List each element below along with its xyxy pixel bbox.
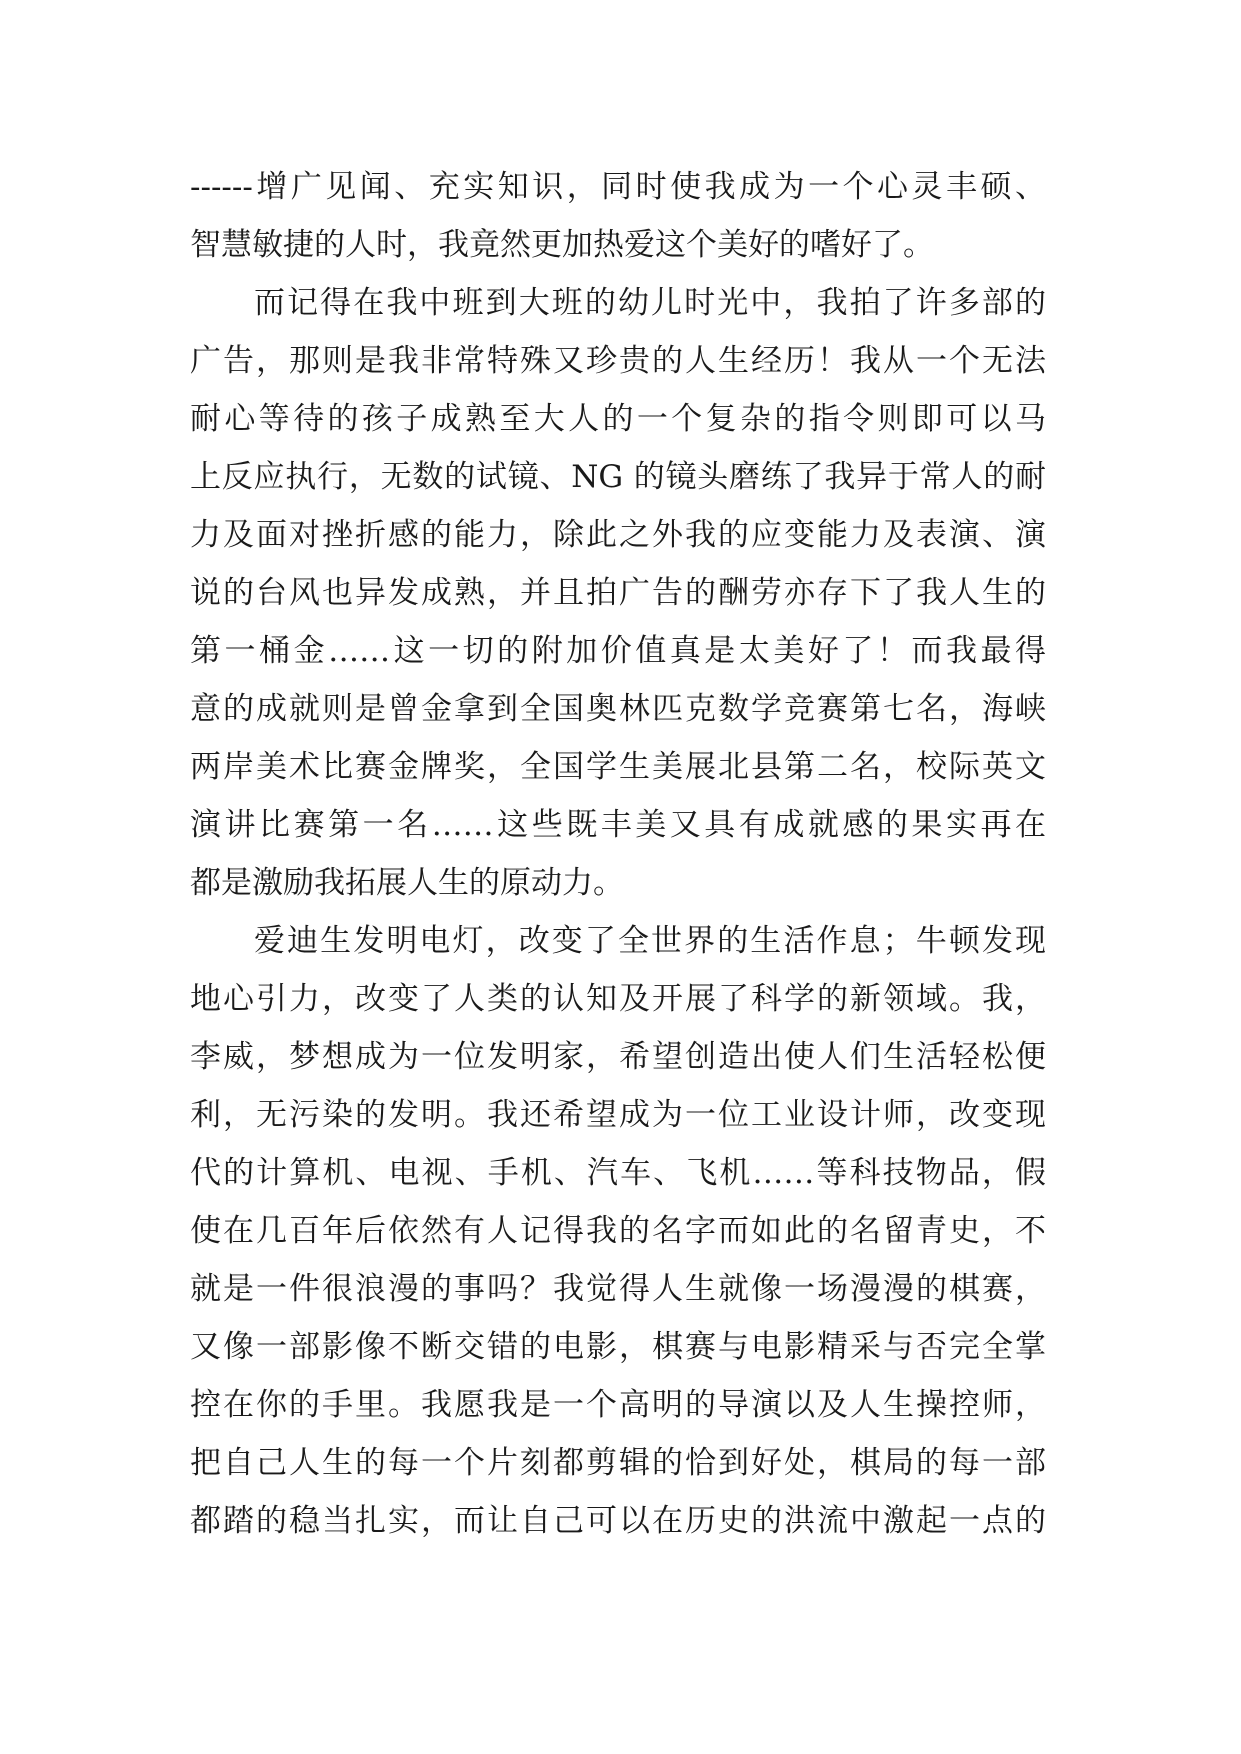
text-line: 代的计算机、电视、手机、汽车、飞机……等科技物品，假 (190, 1155, 1046, 1191)
paragraph-first-line: 而记得在我中班到大班的幼儿时光中，我拍了许多部的 (254, 285, 1046, 321)
text-line: 利，无污染的发明。我还希望成为一位工业设计师，改变现 (190, 1097, 1046, 1133)
text-line: 都是激励我拓展人生的原动力。 (190, 865, 624, 901)
text-line: 又像一部影像不断交错的电影，棋赛与电影精采与否完全掌 (190, 1329, 1046, 1365)
essay-body (190, 158, 1090, 1550)
text-line: 都踏的稳当扎实，而让自己可以在历史的洪流中激起一点的 (190, 1503, 1046, 1539)
text-line: 地心引力，改变了人类的认知及开展了科学的新领域。我， (190, 981, 1046, 1017)
text-line: 说的台风也异发成熟，并且拍广告的酬劳亦存下了我人生的 (190, 575, 1046, 611)
text-line: 耐心等待的孩子成熟至大人的一个复杂的指令则即可以马 (190, 401, 1046, 437)
text-line: ------增广见闻、充实知识，同时使我成为一个心灵丰硕、 (190, 169, 1046, 205)
paragraph-first-line: 爱迪生发明电灯，改变了全世界的生活作息；牛顿发现 (254, 923, 1046, 959)
text-line: 把自己人生的每一个片刻都剪辑的恰到好处，棋局的每一部 (190, 1445, 1046, 1481)
text-line: 就是一件很浪漫的事吗？我觉得人生就像一场漫漫的棋赛， (190, 1271, 1046, 1307)
text-line: 力及面对挫折感的能力，除此之外我的应变能力及表演、演 (190, 517, 1046, 553)
text-line: 第一桶金……这一切的附加价值真是太美好了！而我最得 (190, 633, 1046, 669)
text-line: 意的成就则是曾金拿到全国奥林匹克数学竞赛第七名，海峡 (190, 691, 1046, 727)
text-line: 使在几百年后依然有人记得我的名字而如此的名留青史，不 (190, 1213, 1046, 1249)
text-line: 两岸美术比赛金牌奖，全国学生美展北县第二名，校际英文 (190, 749, 1046, 785)
text-line: 演讲比赛第一名……这些既丰美又具有成就感的果实再在 (190, 807, 1046, 843)
text-line: 李威，梦想成为一位发明家，希望创造出使人们生活轻松便 (190, 1039, 1046, 1075)
text-line: 控在你的手里。我愿我是一个高明的导演以及人生操控师， (190, 1387, 1046, 1423)
text-line: 智慧敏捷的人时，我竟然更加热爱这个美好的嗜好了。 (190, 227, 934, 263)
text-line: 广告，那则是我非常特殊又珍贵的人生经历！我从一个无法 (190, 343, 1046, 379)
text-line: 上反应执行，无数的试镜、NG 的镜头磨练了我异于常人的耐 (190, 459, 1046, 495)
